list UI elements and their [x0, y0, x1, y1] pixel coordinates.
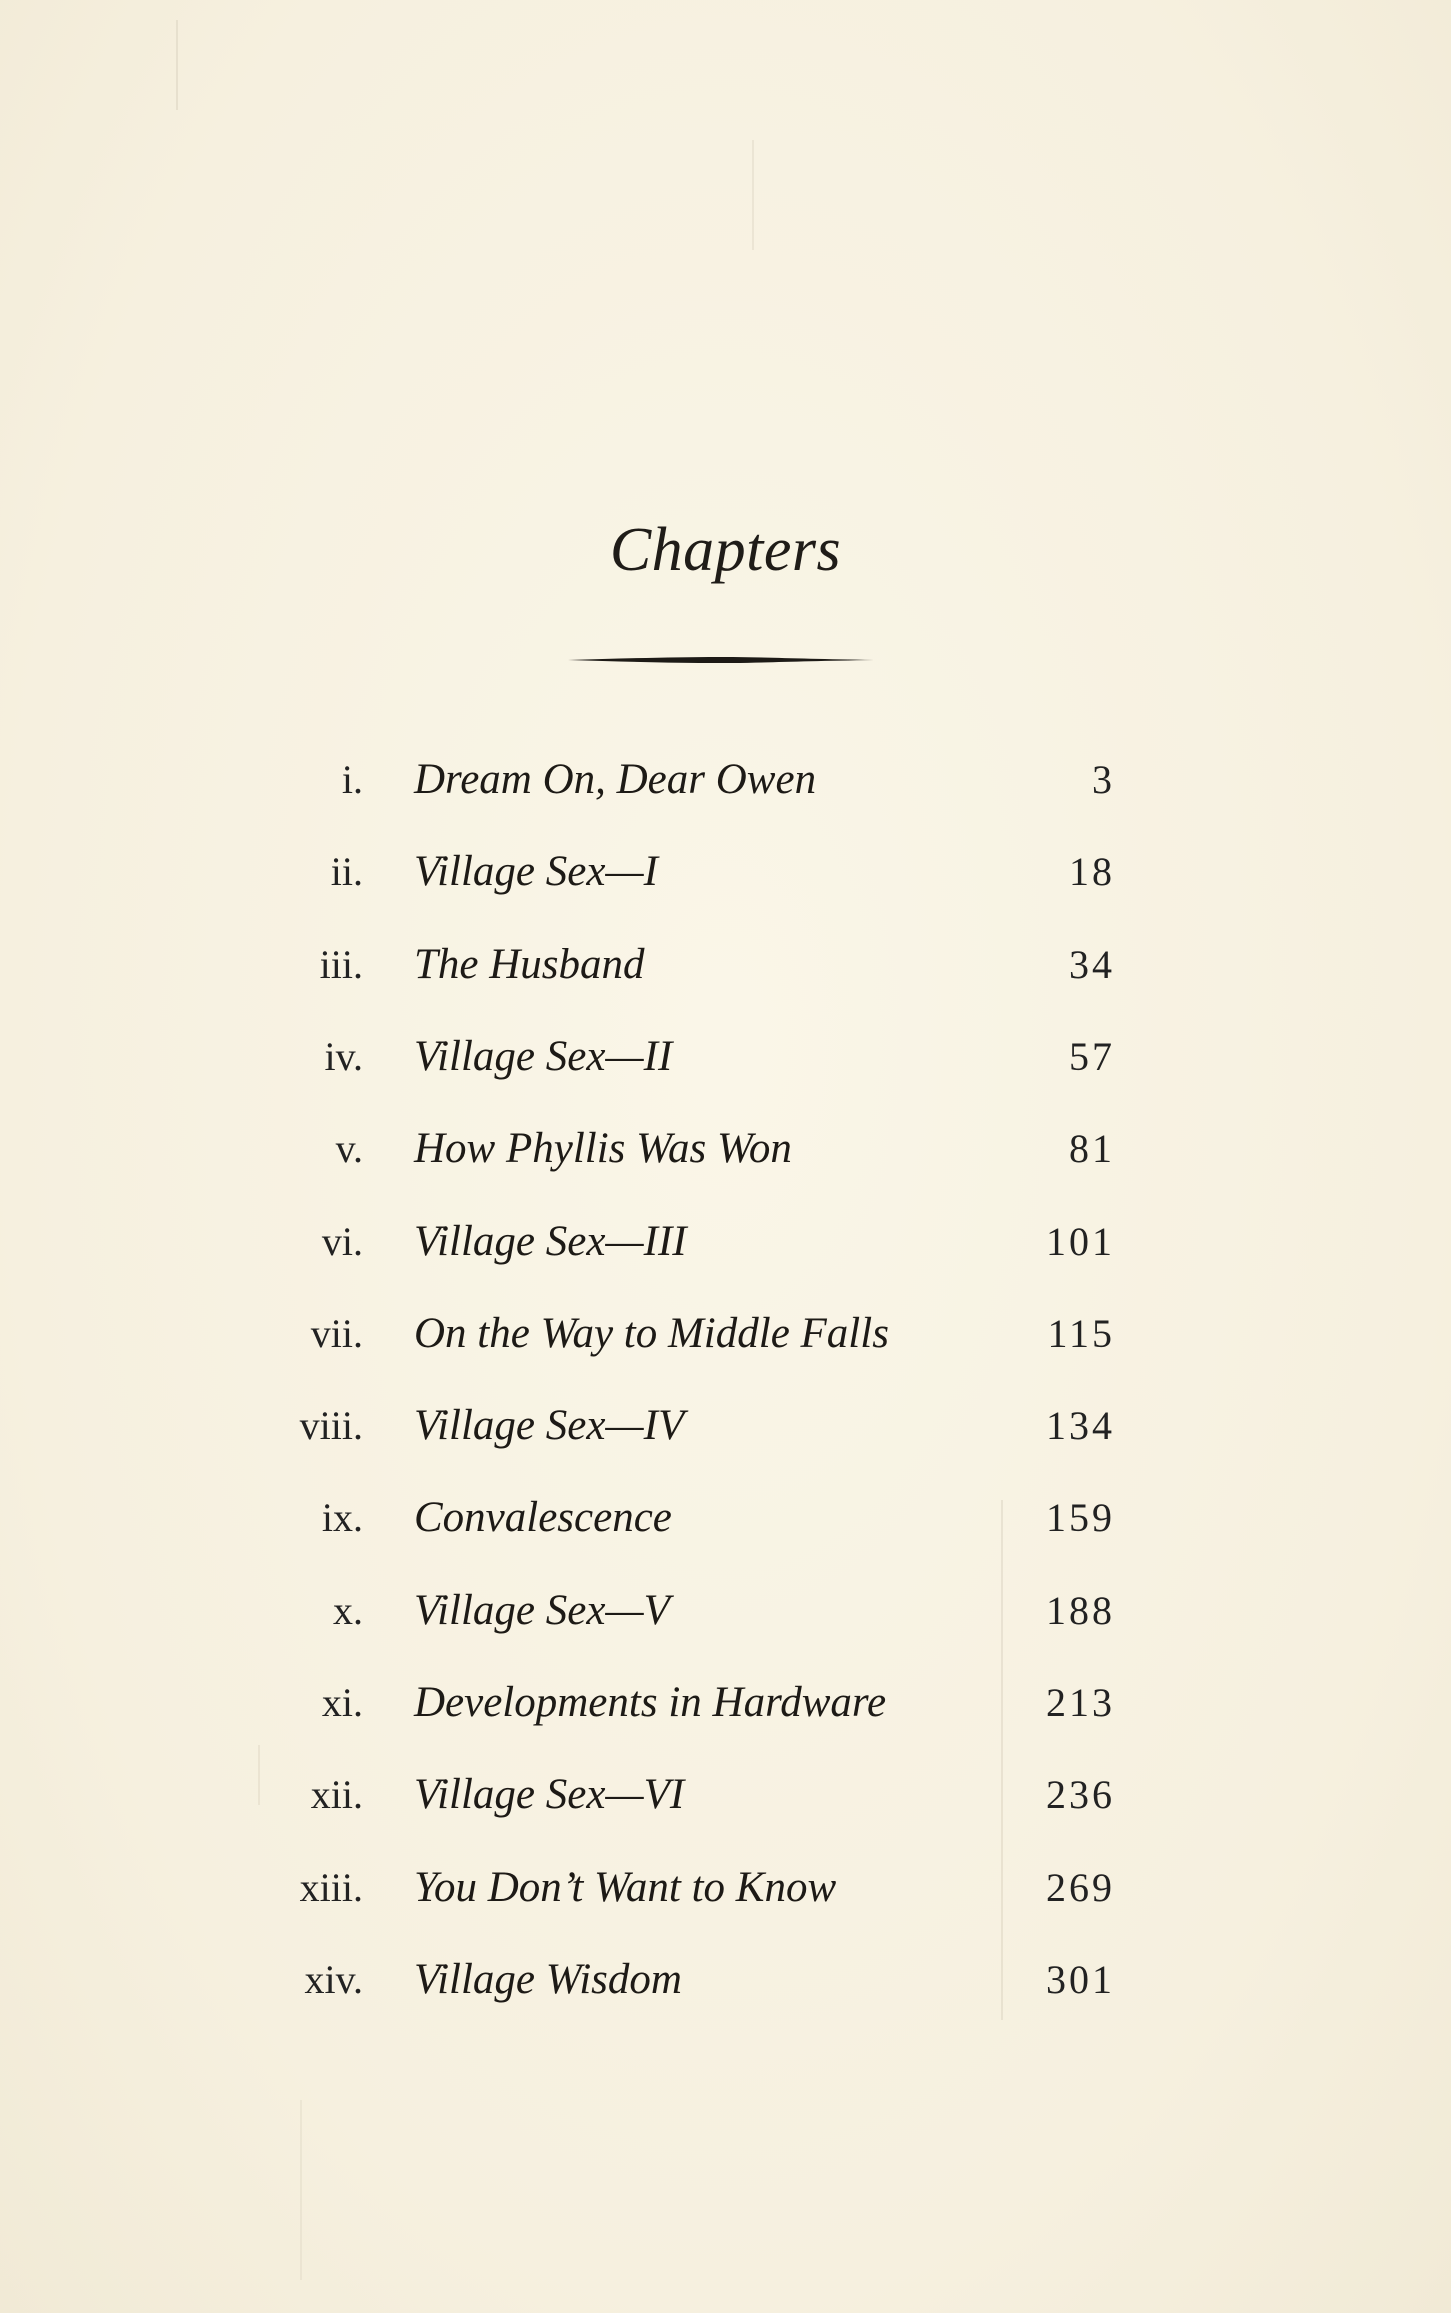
chapter-page-number: 57	[1069, 1033, 1115, 1079]
chapter-number: ix.	[321, 1495, 363, 1541]
chapter-page-number: 18	[1069, 849, 1115, 895]
toc-entry	[0, 1571, 1451, 1651]
chapter-page-number: 3	[1092, 757, 1115, 802]
toc-entry	[0, 832, 1451, 912]
chapter-number: v.	[335, 1126, 363, 1172]
chapter-title: Village Sex—IV	[414, 1402, 685, 1450]
chapter-number: i.	[341, 757, 363, 802]
scan-mark	[752, 140, 754, 250]
chapter-title: Convalescence	[414, 1494, 672, 1542]
chapter-title: Village Sex—VI	[414, 1771, 685, 1819]
chapter-number: iii.	[319, 941, 363, 987]
toc-entry	[0, 1663, 1451, 1743]
chapter-page-number: 101	[1046, 1218, 1115, 1264]
chapter-page-number: 301	[1046, 1956, 1115, 2002]
chapter-title: The Husband	[414, 940, 645, 988]
chapter-number: viii.	[299, 1403, 363, 1449]
chapter-page-number: 269	[1046, 1864, 1115, 1910]
chapter-number: xii.	[310, 1772, 363, 1818]
chapter-title: Village Sex—III	[414, 1217, 687, 1265]
chapter-number: x.	[333, 1587, 363, 1633]
chapter-title: On the Way to Middle Falls	[414, 1309, 889, 1357]
page-title: Chapters	[609, 516, 842, 584]
toc-entry	[0, 1017, 1451, 1097]
chapter-title: How Phyllis Was Won	[414, 1125, 792, 1173]
chapter-title: You Don’t Want to Know	[414, 1863, 837, 1911]
chapter-number: xiv.	[304, 1956, 363, 2002]
toc-entry	[0, 1940, 1451, 2020]
toc-entry	[0, 1202, 1451, 1282]
scan-mark	[176, 20, 178, 110]
chapter-title: Village Sex—II	[414, 1032, 673, 1080]
toc-entry	[0, 740, 1451, 820]
chapter-title: Village Wisdom	[414, 1955, 682, 2003]
toc-entry	[0, 925, 1451, 1005]
chapter-number: xiii.	[299, 1864, 363, 1910]
toc-entry	[0, 1294, 1451, 1374]
scan-mark	[300, 2100, 302, 2280]
chapter-number: vii.	[310, 1310, 363, 1356]
chapter-page-number: 213	[1046, 1680, 1115, 1725]
toc-entry	[0, 1478, 1451, 1558]
chapter-page-number: 236	[1046, 1772, 1115, 1818]
chapter-page-number: 159	[1046, 1495, 1115, 1541]
chapter-page-number: 81	[1069, 1126, 1115, 1172]
toc-entry	[0, 1386, 1451, 1466]
chapter-number: xi.	[321, 1680, 363, 1725]
toc-entry	[0, 1109, 1451, 1189]
chapter-number: ii.	[330, 849, 363, 895]
title-ornament-rule	[568, 656, 874, 664]
toc-entry	[0, 1848, 1451, 1928]
chapter-page-number: 188	[1046, 1587, 1115, 1633]
toc-entry	[0, 1755, 1451, 1835]
chapter-page-number: 34	[1069, 941, 1115, 987]
chapter-page-number: 134	[1046, 1403, 1115, 1449]
chapter-page-number: 115	[1047, 1310, 1115, 1356]
chapter-number: vi.	[321, 1218, 363, 1264]
chapter-title: Village Sex—V	[414, 1586, 670, 1634]
chapter-title: Dream On, Dear Owen	[414, 756, 817, 803]
chapter-title: Village Sex—I	[414, 848, 658, 896]
chapter-number: iv.	[324, 1033, 363, 1079]
chapter-title: Developments in Hardware	[414, 1679, 887, 1726]
